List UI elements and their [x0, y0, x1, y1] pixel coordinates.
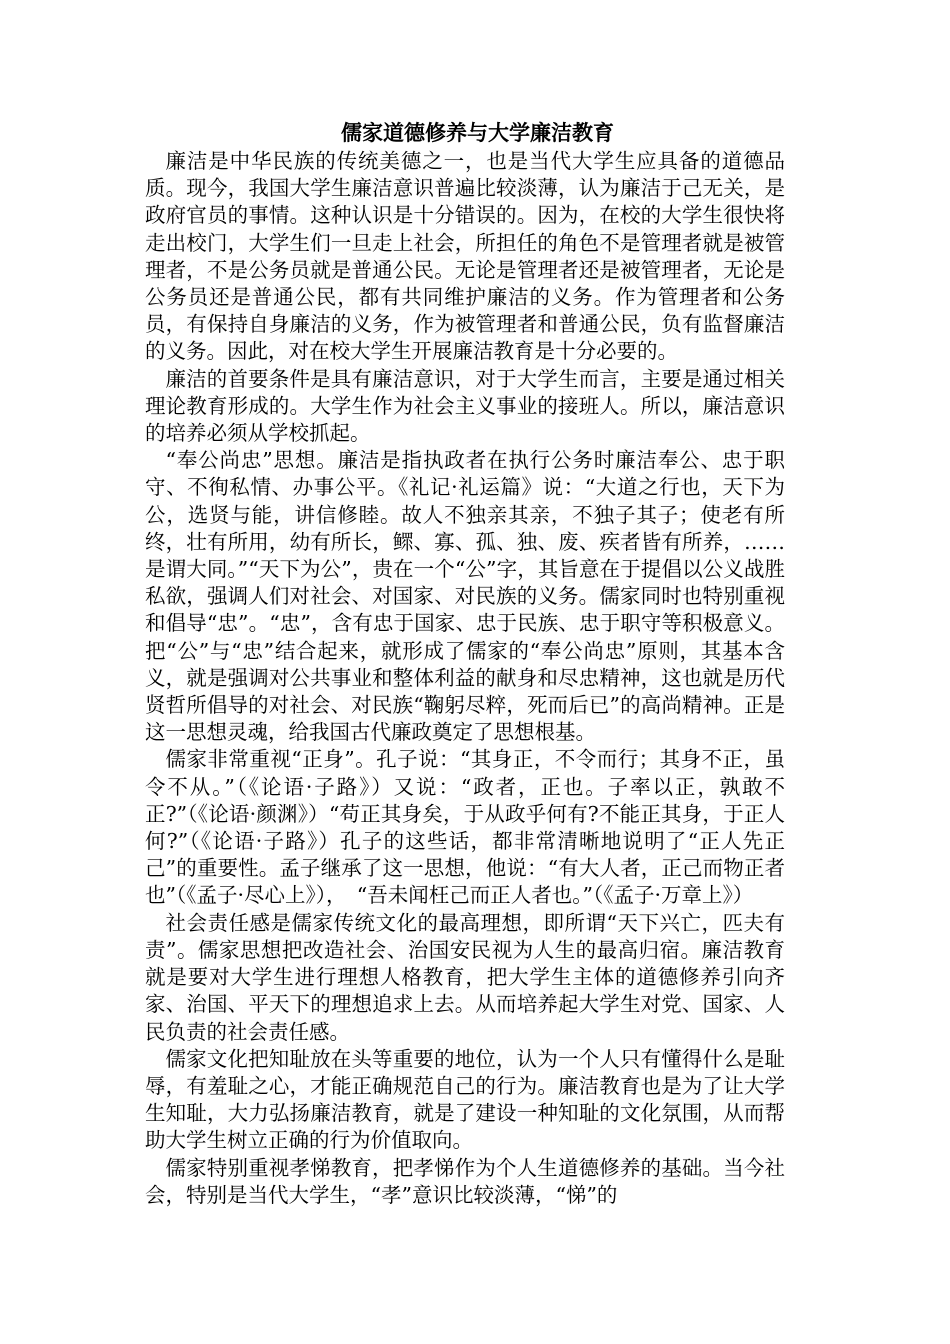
paragraph-filial-piety: 儒家特别重视孝悌教育，把孝悌作为个人生道德修养的基础。当今社会，特别是当代大学生，“孝”意识比较淡薄，“悌”的	[145, 1155, 785, 1207]
paragraph-social-responsibility: 社会责任感是儒家传统文化的最高理想，即所谓“天下兴亡，匹夫有责”。儒家思想把改造社会、治国安民视为人生的最高归宿。廉洁教育就是要对大学生进行理想人格教育，把大学生主体的道德修养引向齐家、治国、平天下的理想追求上去。从而培养起大学生对党、国家、人民负责的社会责任感。	[145, 910, 785, 1044]
paragraph-zhengshen: 儒家非常重视“正身”。孔子说：“其身正，不令而行；其身不正，虽令不从。”（《论语·子路》）又说：“政者，正也。子率以正，孰敢不正?”（《论语·颜渊》）“苟正其身矣，于从政乎何有?不能正其身，于正人何?”（《论语·子路》）孔子的这些话，都非常清晰地说明了“正人先正己”的重要性。孟子继承了这一思想，他说：“有大人者，正己而物正者也”（《孟子·尽心上》）， “吾未闻枉己而正人者也。”（《孟子·万章上》）	[145, 747, 785, 908]
paragraph-intro: 廉洁是中华民族的传统美德之一，也是当代大学生应具备的道德品质。现今，我国大学生廉洁意识普遍比较淡薄，认为廉洁于己无关，是政府官员的事情。这种认识是十分错误的。因为，在校的大学生很快将走出校门，大学生们一旦走上社会，所担任的角色不是管理者就是被管理者，不是公务员就是普通公民。无论是管理者还是被管理者，无论是公务员还是普通公民，都有共同维护廉洁的义务。作为管理者和公务员，有保持自身廉洁的义务，作为被管理者和普通公民，负有监督廉洁的义务。因此，对在校大学生开展廉洁教育是十分必要的。	[145, 149, 785, 364]
paragraph-shame: 儒家文化把知耻放在头等重要的地位，认为一个人只有懂得什么是耻辱，有羞耻之心，才能正确规范自己的行为。廉洁教育也是为了让大学生知耻，大力弘扬廉洁教育，就是了建设一种知耻的文化氛围，从而帮助大学生树立正确的行为价值取向。	[145, 1046, 785, 1153]
document-title: 儒家道德修养与大学廉洁教育	[341, 120, 614, 145]
paragraph-awareness: 廉洁的首要条件是具有廉洁意识，对于大学生而言，主要是通过相关理论教育形成的。大学生作为社会主义事业的接班人。所以，廉洁意识的培养必须从学校抓起。	[145, 366, 785, 446]
document-page	[145, 118, 785, 1209]
paragraph-fenggong-shangzhong: “奉公尚忠”思想。廉洁是指执政者在执行公务时廉洁奉公、忠于职守、不徇私情、办事公平。《礼记·礼运篇》说：“大道之行也，天下为公，选贤与能，讲信修睦。故人不独亲其亲，不独子其子；使老有所终，壮有所用，幼有所长，鳏、寡、孤、独、废、疾者皆有所养，……是谓大同。”“天下为公”，贵在一个“公”字，其旨意在于提倡以公义战胜私欲，强调人们对社会、对国家、对民族的义务。儒家同时也特别重视和倡导“忠”。“忠”，含有忠于国家、忠于民族、忠于职守等积极意义。把“公”与“忠”结合起来，就形成了儒家的“奉公尚忠”原则，其基本含义，就是强调对公共事业和整体利益的献身和尽忠精神，这也就是历代贤哲所倡导的对社会、对民族“鞠躬尽粹，死而后已”的高尚精神。正是这一思想灵魂，给我国古代廉政奠定了思想根基。	[145, 448, 785, 745]
